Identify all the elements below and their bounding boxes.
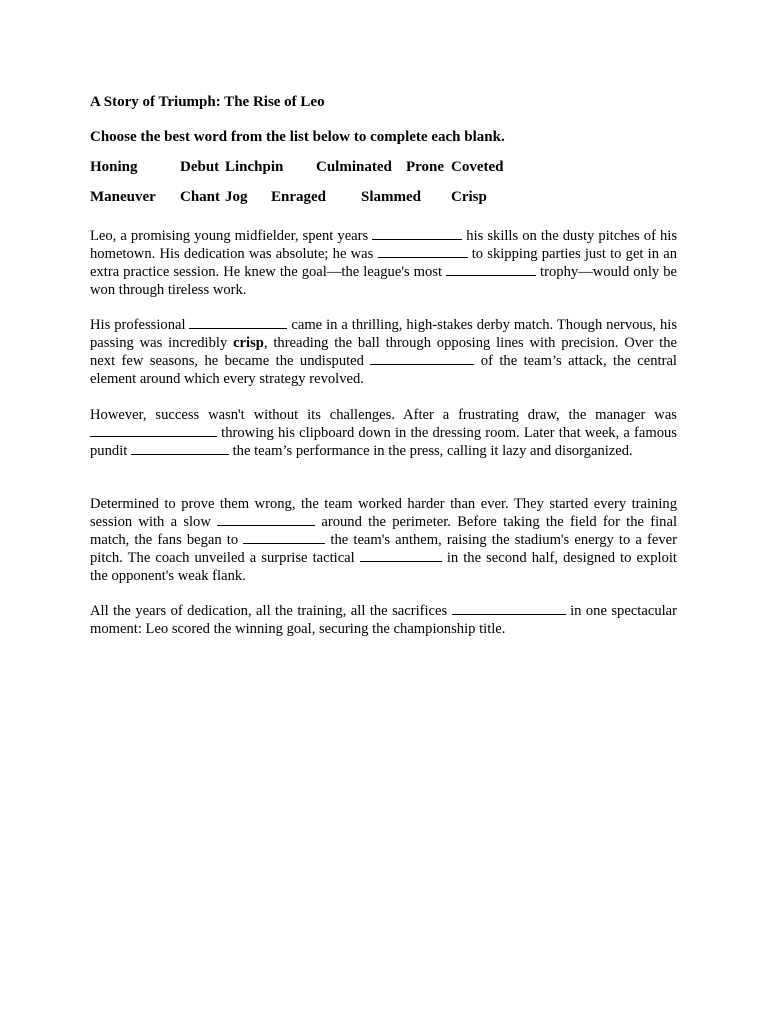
word-bank-item: Chant bbox=[180, 189, 221, 205]
paragraph-text: , threading the ball through opposing lines with precision. Over the next few seasons, he became the undisputed bbox=[90, 335, 678, 369]
paragraph-text: in the second half, designed to exploit the opponent's weak flank. bbox=[90, 550, 677, 584]
word-bank-item: Crisp bbox=[451, 189, 487, 205]
blank-line bbox=[131, 442, 229, 455]
story-paragraph-5 bbox=[90, 602, 677, 638]
paragraph-text: his skills on the dusty pitches of his hometown. His dedication was absolute; he was bbox=[90, 228, 678, 262]
instructions: Choose the best word from the list below to complete each blank. bbox=[90, 129, 505, 145]
blank-line bbox=[243, 531, 325, 544]
paragraph-text: All the years of dedication, all the training, all the sacrifices bbox=[90, 603, 452, 619]
word-bank-item: Debut bbox=[180, 159, 220, 175]
paragraph-text: His professional bbox=[90, 317, 190, 333]
blank-line bbox=[370, 352, 474, 365]
blank-line bbox=[217, 513, 315, 526]
word-bank-item: Honing bbox=[90, 159, 138, 175]
word-bank-item: Coveted bbox=[451, 159, 504, 175]
word-bank-item: Culminated bbox=[316, 159, 392, 175]
paragraph-text: in one spectacular moment: Leo scored the winning goal, securing the championship title. bbox=[90, 603, 678, 637]
word-bank-item: Jog bbox=[225, 189, 248, 205]
blank-line bbox=[90, 424, 217, 437]
blank-line bbox=[446, 263, 536, 276]
emphasized-word: crisp bbox=[233, 335, 264, 351]
paragraph-text: to skipping parties just to get in an extra practice session. He knew the goal—the league's most bbox=[90, 246, 677, 280]
paragraph-text: around the perimeter. Before taking the field for the final match, the fans began to bbox=[90, 514, 677, 548]
word-bank-item: Maneuver bbox=[90, 189, 156, 205]
word-bank-item: Slammed bbox=[361, 189, 421, 205]
paragraph-text: Leo, a promising young midfielder, spent years bbox=[90, 228, 373, 244]
story-paragraph-3 bbox=[90, 406, 677, 460]
story-paragraph-1 bbox=[90, 227, 677, 299]
paragraph-text: Determined to prove them wrong, the team worked harder than ever. They started every training session with a slow bbox=[90, 496, 677, 530]
paragraph-text: trophy—would only be won through tireless work. bbox=[90, 264, 677, 298]
word-bank-item: Prone bbox=[406, 159, 445, 175]
word-bank-item: Enraged bbox=[271, 189, 327, 205]
blank-line bbox=[372, 227, 462, 240]
document-title: A Story of Triumph: The Rise of Leo bbox=[90, 94, 325, 110]
word-bank-item: Linchpin bbox=[225, 159, 284, 175]
blank-line bbox=[189, 316, 287, 329]
paragraph-text: the team's anthem, raising the stadium's energy to a fever pitch. The coach unveiled a surprise tactical bbox=[90, 532, 677, 566]
blank-line bbox=[378, 245, 468, 258]
paragraph-text: came in a thrilling, high-stakes derby match. Though nervous, his passing was incredibly bbox=[90, 317, 677, 351]
paragraph-text: throwing his clipboard down in the dressing room. Later that week, a famous pundit bbox=[90, 425, 677, 459]
story-paragraph-4 bbox=[90, 495, 677, 585]
paragraph-text: of the team’s attack, the central element around which every strategy revolved. bbox=[90, 353, 677, 387]
blank-line bbox=[452, 602, 566, 615]
blank-line bbox=[360, 549, 442, 562]
paragraph-text: the team’s performance in the press, calling it lazy and disorganized. bbox=[228, 443, 633, 459]
paragraph-text: However, success wasn't without its challenges. After a frustrating draw, the manager was bbox=[90, 407, 677, 423]
story-paragraph-2 bbox=[90, 316, 677, 388]
